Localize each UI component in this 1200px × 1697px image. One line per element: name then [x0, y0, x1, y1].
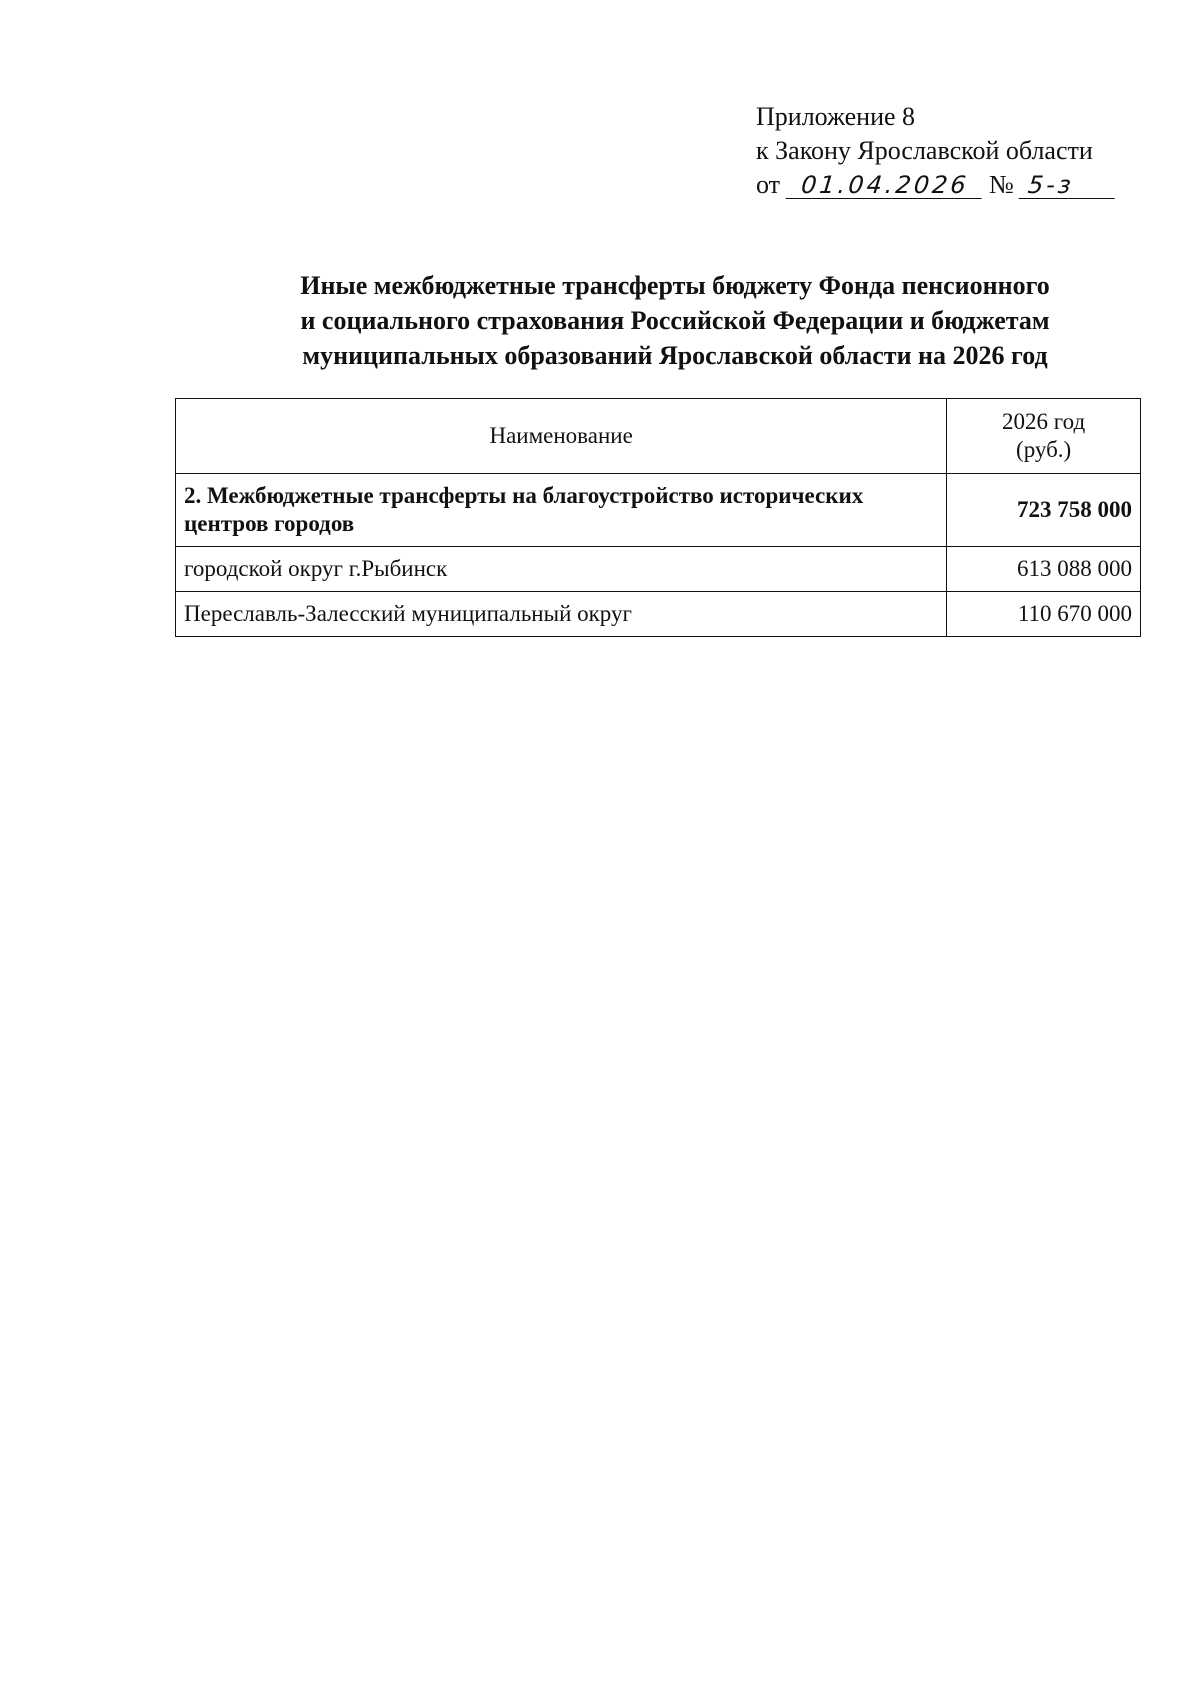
row-name: Переславль-Залесский муниципальный округ	[176, 592, 947, 637]
row-amount: 613 088 000	[947, 547, 1141, 592]
title-line-3: муниципальных образований Ярославской области на 2026 год	[302, 341, 1048, 370]
transfers-table	[175, 398, 1141, 637]
row-amount: 110 670 000	[947, 592, 1141, 637]
appendix-law-reference: к Закону Ярославской области	[756, 136, 1093, 165]
table-header-row	[176, 399, 1141, 474]
header-amount	[947, 399, 1141, 474]
table-row	[176, 592, 1141, 637]
section-name: 2. Межбюджетные трансферты на благоустройство исторических центров городов	[176, 474, 947, 547]
from-label: от	[756, 170, 781, 199]
table-row	[176, 547, 1141, 592]
document-title	[175, 268, 1175, 373]
title-line-2: и социального страхования Российской Федерации и бюджетам	[300, 306, 1050, 335]
table-section-row	[176, 474, 1141, 547]
header-name: Наименование	[176, 399, 947, 474]
title-line-1: Иные межбюджетные трансферты бюджету Фонда пенсионного	[300, 271, 1050, 300]
appendix-header	[756, 100, 1176, 202]
section-amount: 723 758 000	[947, 474, 1141, 547]
row-name: городской округ г.Рыбинск	[176, 547, 947, 592]
handwritten-date: 01.04.2026	[785, 172, 984, 199]
header-amount-unit: (руб.)	[1016, 437, 1072, 462]
appendix-number: Приложение 8	[756, 102, 916, 131]
handwritten-number: 5-з	[1019, 172, 1118, 199]
header-amount-year: 2026 год	[1002, 409, 1086, 434]
number-label: №	[989, 170, 1014, 199]
appendix-date-line	[756, 168, 1176, 202]
